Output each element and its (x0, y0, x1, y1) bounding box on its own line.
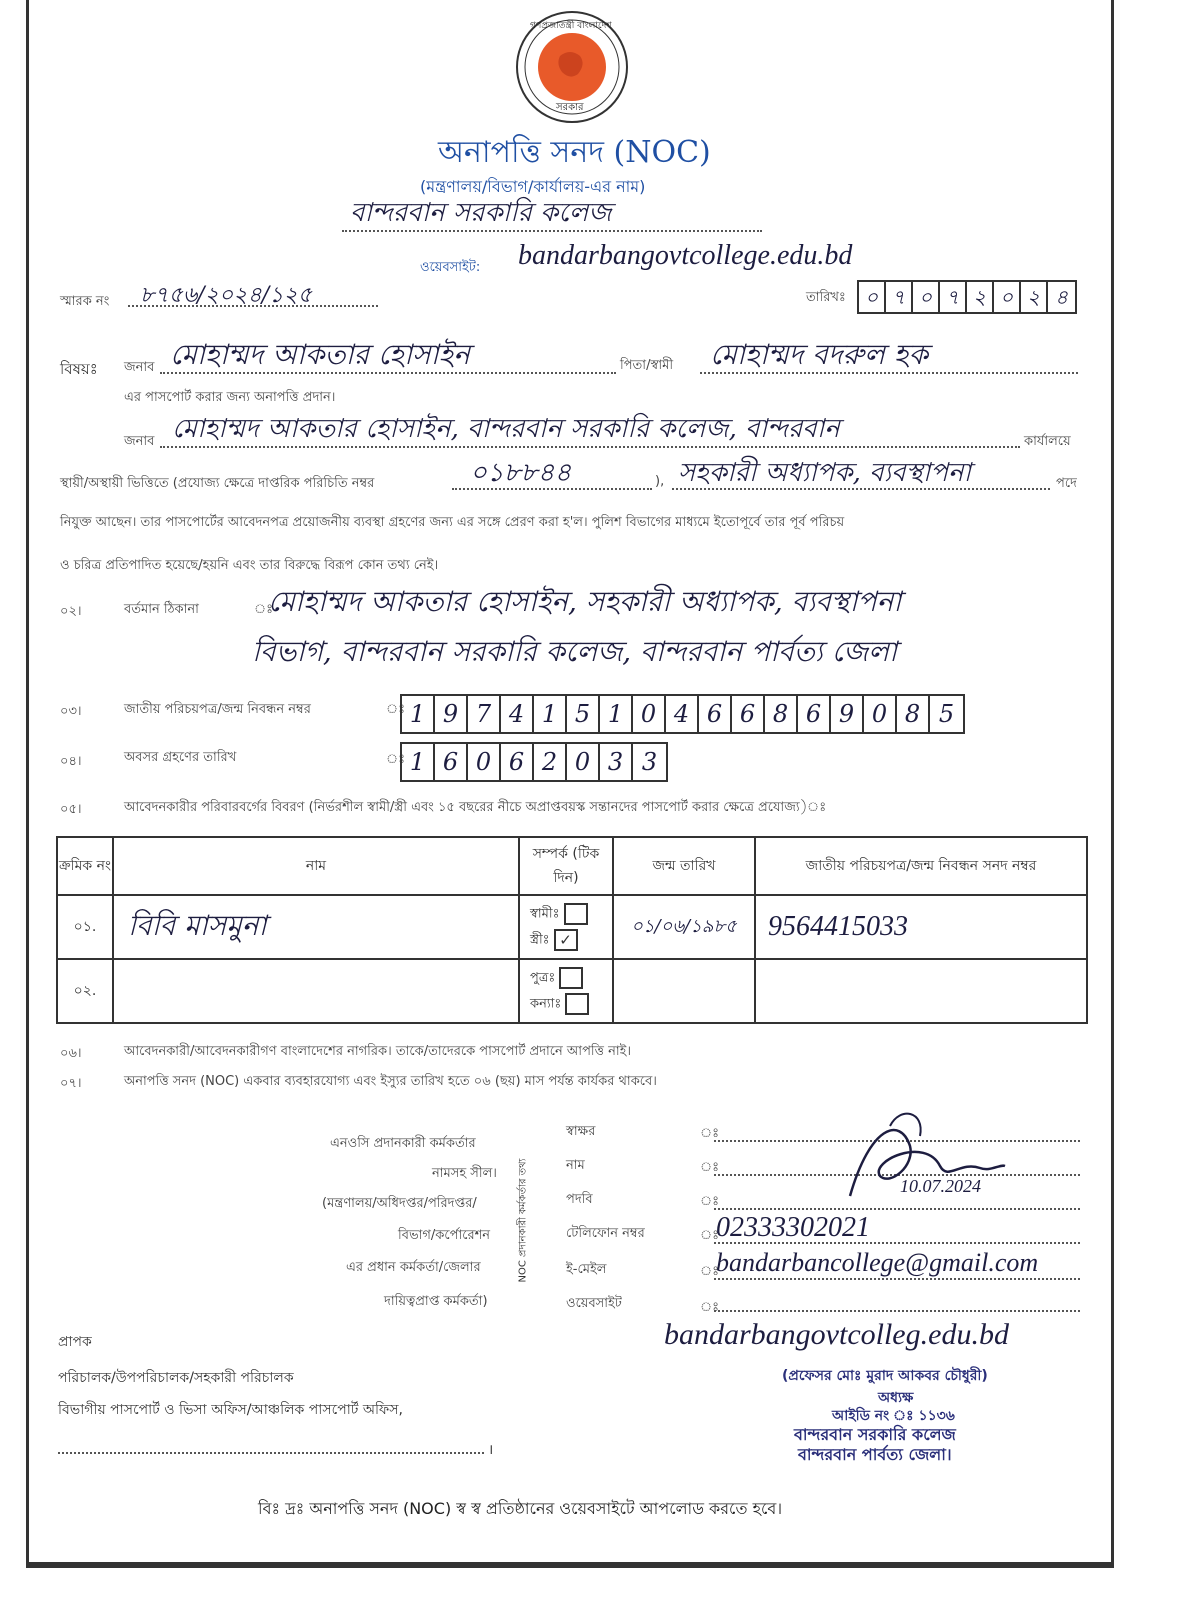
item06-number: ০৬। (60, 1046, 82, 1061)
retirement-date-digit: 2 (534, 744, 567, 780)
page-bottom-border (26, 1562, 1114, 1565)
row2-serial: ০২. (57, 959, 113, 1023)
page-title: অনাপত্তি সনদ (NOC) (438, 135, 711, 170)
th-nid: জাতীয় পরিচয়পত্র/জন্ম নিবন্ধন সনদ নম্বর (755, 837, 1087, 895)
retirement-date-digit: 0 (468, 744, 501, 780)
memo-date-digit: ০ (913, 282, 940, 312)
field-web-colon: ঃ (700, 1300, 720, 1315)
item03-colon: ঃ (386, 702, 406, 717)
row2-rel-b: কন্যাঃ (530, 996, 562, 1012)
th-relation: সম্পর্ক (টিক দিন) (519, 837, 613, 895)
field-sign-colon: ঃ (700, 1126, 720, 1141)
nid-digit: 0 (633, 696, 666, 732)
recipient-line3-end: । (488, 1442, 494, 1458)
recipient-line1: পরিচালক/উপপরিচালক/সহকারী পরিচালক (58, 1370, 294, 1386)
stamp-line4: বান্দরবান সরকারি কলেজ (794, 1425, 956, 1444)
nid-digit: 1 (600, 696, 633, 732)
field-phone-colon: ঃ (700, 1228, 720, 1243)
office-suffix: কার্যালয়ে (1024, 434, 1071, 449)
stamp-line3: আইডি নং ঃ ১১৩৬ (832, 1408, 955, 1424)
body-mr-label: জনাব (124, 434, 155, 449)
item04-label: অবসর গ্রহণের তারিখ (124, 750, 237, 765)
stamp-line2: অধ্যক্ষ (878, 1390, 914, 1406)
item02-number: ০২। (60, 604, 82, 619)
retirement-date-digit: 6 (501, 744, 534, 780)
nid-digit: 1 (402, 696, 435, 732)
signature-date: 10.07.2024 (900, 1176, 981, 1196)
row1-dob: ০১/০৬/১৯৮৫ (631, 915, 737, 937)
father-name: মোহাম্মদ বদরুল হক (710, 338, 929, 371)
stamp-line5: বান্দরবান পার্বত্য জেলা। (798, 1445, 952, 1464)
item02-colon: ঃ (254, 602, 274, 617)
memo-date-digit: ২ (1021, 282, 1048, 312)
memo-date-digit: ০ (994, 282, 1021, 312)
email-value: bandarbancollege@gmail.com (716, 1248, 1039, 1277)
field-web-label: ওয়েবসাইট (566, 1296, 622, 1311)
memo-date-digit: ৭ (886, 282, 913, 312)
row1-rel-b: স্ত্রীঃ (530, 932, 550, 948)
item07-text: অনাপত্তি সনদ (NOC) একবার ব্যবহারযোগ্য এবং ইস্যুর তারিখ হতে ০৬ (ছয়) মাস পর্যন্ত কার্যকর থাকবে। (124, 1074, 657, 1089)
nid-digit: 9 (435, 696, 468, 732)
row2-rel-a: পুত্রঃ (530, 970, 556, 985)
memo-date-digit: ৭ (940, 282, 967, 312)
post-suffix: পদে (1056, 476, 1077, 491)
nid-number-boxes (400, 694, 965, 734)
daughter-checkbox[interactable] (565, 993, 589, 1015)
nid-digit: 1 (534, 696, 567, 732)
office-id-number: ০১৮৮৪৪ (470, 458, 572, 488)
nid-digit: 8 (897, 696, 930, 732)
nid-digit: 6 (699, 696, 732, 732)
item04-number: ০৪। (60, 754, 82, 769)
field-post-label: পদবি (566, 1192, 593, 1207)
address-line1: মোহাম্মদ আকতার হোসাইন, সহকারী অধ্যাপক, ব্যবস্থাপনা (268, 585, 902, 618)
memo-date-digit: ২ (967, 282, 994, 312)
subject-label: বিষয়ঃ (60, 360, 98, 378)
table-row (57, 895, 1087, 959)
website-label: ওয়েবসাইট: (420, 260, 481, 275)
nid-digit: 4 (666, 696, 699, 732)
item02-label: বর্তমান ঠিকানা (124, 602, 199, 617)
subject-mr-label: জনাব (124, 360, 155, 375)
field-email-colon: ঃ (700, 1264, 720, 1279)
retirement-date-digit: 3 (641, 748, 658, 776)
row1-nid: 9564415033 (768, 911, 908, 942)
page-subtitle: (মন্ত্রণালয়/বিভাগ/কার্যালয়-এর নাম) (420, 177, 646, 196)
signatory-left-6: দায়িত্বপ্রাপ্ত কর্মকর্তা) (384, 1294, 488, 1309)
memo-date-digit: ০ (859, 282, 886, 312)
nid-digit: 8 (765, 696, 798, 732)
office-name: বান্দরবান সরকারি কলেজ (350, 198, 612, 228)
nid-digit: 6 (732, 696, 765, 732)
signatory-vertical-label: NOC প্রদানকারী কর্মকর্তার তথ্য (517, 1158, 529, 1283)
table-row (57, 959, 1087, 1023)
retirement-date-boxes (400, 742, 668, 782)
item04-colon: ঃ (386, 752, 406, 767)
retirement-date-digit: 0 (567, 744, 600, 780)
item03-number: ০৩। (60, 704, 82, 719)
item05-number: ০৫। (60, 802, 82, 817)
date-label: তারিখঃ (806, 290, 846, 305)
seal-text-top: গণপ্রজাতন্ত্রী বাংলাদেশ (530, 21, 612, 31)
field-name-label: নাম (566, 1158, 585, 1173)
memo-date-boxes (857, 280, 1077, 314)
paren-close: ), (655, 474, 665, 489)
th-serial: ক্রমিক নং (57, 837, 113, 895)
field-sign-label: স্বাক্ষর (566, 1124, 596, 1139)
row1-rel-a: স্বামীঃ (530, 906, 560, 921)
row1-serial: ০১. (57, 895, 113, 959)
father-label: পিতা/স্বামী (620, 358, 674, 373)
subject-name: মোহাম্মদ আকতার হোসাইন (170, 338, 471, 371)
body-line5: ও চরিত্র প্রতিপাদিত হয়েছে/হয়নি এবং তার বিরুদ্ধে বিরূপ কোন তথ্য নেই। (60, 558, 439, 573)
subject-line2: এর পাসপোর্ট করার জন্য অনাপত্তি প্রদান। (124, 390, 336, 405)
field-post-colon: ঃ (700, 1194, 720, 1209)
seal-text-bottom: সরকার (556, 102, 584, 113)
retirement-date-digit: 3 (600, 744, 633, 780)
stamp-line1: (প্রফেসর মোঃ মুরাদ আকবর চৌধুরী) (782, 1368, 988, 1384)
body-name-office: মোহাম্মদ আকতার হোসাইন, বান্দরবান সরকারি কলেজ, বান্দরবান (172, 414, 840, 444)
phone-value: 02333302021 (716, 1212, 870, 1243)
son-checkbox[interactable] (559, 967, 583, 989)
field-phone-label: টেলিফোন নম্বর (566, 1226, 645, 1241)
nid-digit: 9 (831, 696, 864, 732)
address-line2: বিভাগ, বান্দরবান সরকারি কলেজ, বান্দরবান পার্বত্য জেলা (252, 635, 898, 668)
nid-digit: 5 (567, 696, 600, 732)
wife-checkbox[interactable]: ✓ (554, 929, 578, 951)
designation: সহকারী অধ্যাপক, ব্যবস্থাপনা (678, 458, 972, 488)
nid-digit: 0 (864, 696, 897, 732)
signatory-left-4: বিভাগ/কর্পোরেশন (398, 1228, 491, 1243)
nid-digit: 7 (468, 696, 501, 732)
item03-label: জাতীয় পরিচয়পত্র/জন্ম নিবন্ধন নম্বর (124, 702, 311, 717)
field-email-label: ই-মেইল (566, 1262, 607, 1277)
signatory-left-3: (মন্ত্রণালয়/অধিদপ্তর/পরিদপ্তর/ (322, 1196, 477, 1211)
government-seal (512, 8, 632, 126)
nid-digit: 5 (938, 700, 955, 728)
family-table (56, 836, 1088, 1024)
permanent-prefix: স্থায়ী/অস্থায়ী ভিত্তিতে (প্রযোজ্য ক্ষেত্রে দাপ্তরিক পরিচিতি নম্বর (60, 476, 375, 491)
memo-date-digit: ৪ (1055, 285, 1068, 309)
website-handwritten: bandarbangovtcolleg.edu.bd (664, 1318, 1009, 1351)
recipient-line2: বিভাগীয় পাসপোর্ট ও ভিসা অফিস/আঞ্চলিক পাসপোর্ট অফিস, (58, 1402, 403, 1418)
body-line4: নিযুক্ত আছেন। তার পাসপোর্টের আবেদনপত্র প্রয়োজনীয় ব্যবস্থা গ্রহণের জন্য এর সঙ্গে প্রেরণ করা হ'ল। পুলিশ বিভাগের মাধ্যমে ইতোপূর্বে তার পূর্ব পরিচয় (60, 515, 845, 530)
nid-digit: 4 (501, 696, 534, 732)
signatory-left-5: এর প্রধান কর্মকর্তা/জেলার (346, 1260, 481, 1275)
husband-checkbox[interactable] (564, 903, 588, 925)
th-name: নাম (113, 837, 519, 895)
row1-name: বিবি মাসমুনা (128, 908, 267, 942)
field-name-colon: ঃ (700, 1160, 720, 1175)
recipient-label: প্রাপক (58, 1334, 92, 1350)
footer-note: বিঃ দ্রঃ অনাপত্তি সনদ (NOC) স্ব স্ব প্রতিষ্ঠানের ওয়েবসাইটে আপলোড করতে হবে। (258, 1499, 783, 1518)
retirement-date-digit: 6 (435, 744, 468, 780)
retirement-date-digit: 1 (402, 744, 435, 780)
nid-digit: 6 (798, 696, 831, 732)
item05-text: আবেদনকারীর পরিবারবর্গের বিবরণ (নির্ভরশীল স্বামী/স্ত্রী এবং ১৫ বছরের নীচে অপ্রাপ্তবয়স্ক সন্তানদের পাসপোর্ট করার ক্ষেত্রে প্রযোজ্য)ঃ (124, 800, 827, 815)
website-value: bandarbangovtcollege.edu.bd (518, 240, 853, 271)
item07-number: ০৭। (60, 1076, 82, 1091)
signatory-left-1: এনওসি প্রদানকারী কর্মকর্তার (330, 1136, 476, 1151)
memo-value: ৮৭৫৬/২০২৪/১২৫ (140, 283, 313, 308)
signatory-left-2: নামসহ সীল। (432, 1166, 497, 1181)
memo-label: স্মারক নং (60, 294, 110, 309)
th-dob: জন্ম তারিখ (613, 837, 755, 895)
item06-text: আবেদনকারী/আবেদনকারীগণ বাংলাদেশের নাগরিক। তাকে/তাদেরকে পাসপোর্ট প্রদানে আপত্তি নাই। (124, 1044, 632, 1059)
